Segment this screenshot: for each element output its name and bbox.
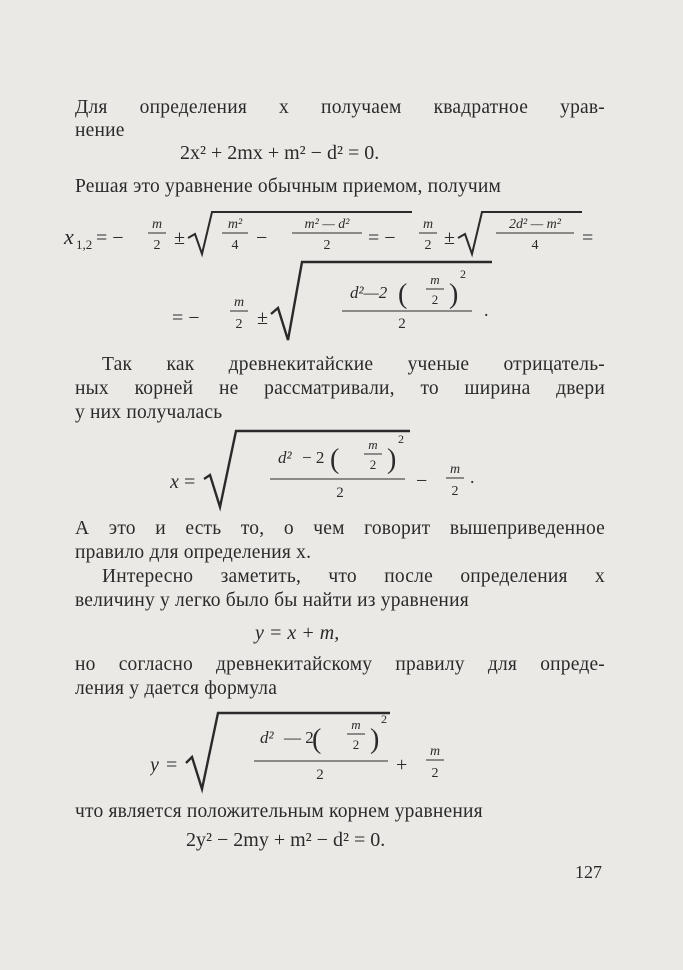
svg-text:2: 2 xyxy=(431,766,439,781)
subscript-1-2: 1,2 xyxy=(76,237,93,252)
svg-text:x: x xyxy=(170,471,179,493)
svg-text:2: 2 xyxy=(153,238,161,253)
svg-text:m: m xyxy=(368,437,378,452)
svg-text:− 2: − 2 xyxy=(302,448,325,467)
svg-text:2: 2 xyxy=(369,457,377,472)
svg-text:2: 2 xyxy=(431,292,439,307)
svg-text:(: ( xyxy=(398,279,408,310)
svg-text:±: ± xyxy=(257,307,268,329)
svg-text:±: ± xyxy=(174,227,185,249)
svg-text:2d² — m²: 2d² — m² xyxy=(509,217,561,232)
svg-text:(: ( xyxy=(312,724,322,755)
svg-text:): ) xyxy=(370,724,380,755)
svg-text:m: m xyxy=(422,217,434,232)
equation-x-width xyxy=(170,425,500,515)
paragraph-6-line-1: но согласно древнекитайскому правилу для опреде- xyxy=(75,654,605,675)
svg-text:= −: = − xyxy=(368,227,396,249)
paragraph-3-line-3: у них получалась xyxy=(75,402,223,423)
svg-text:): ) xyxy=(387,444,397,475)
svg-text:4: 4 xyxy=(531,238,539,253)
svg-text:m: m xyxy=(449,462,461,477)
svg-text:2: 2 xyxy=(316,767,324,783)
svg-text:m²: m² xyxy=(227,217,243,232)
svg-text:2: 2 xyxy=(235,317,243,332)
svg-text:m: m xyxy=(151,217,163,232)
svg-text:±: ± xyxy=(444,227,455,249)
svg-text:2: 2 xyxy=(451,484,459,499)
svg-text:−: − xyxy=(256,227,268,249)
equation-roots-formula xyxy=(62,200,622,350)
paragraph-5-line-2: величину y легко было бы найти из уравнения xyxy=(75,590,469,611)
paragraph-4-line-1: А это и есть то, о чем говорит вышеприведенное xyxy=(75,518,605,539)
svg-text:(: ( xyxy=(330,444,340,475)
svg-text:=: = xyxy=(582,227,594,249)
equation-y-formula xyxy=(150,705,480,797)
svg-text:+: + xyxy=(396,754,408,776)
svg-text:): ) xyxy=(449,279,459,310)
svg-text:y: y xyxy=(150,754,159,776)
svg-text:m: m xyxy=(233,295,245,310)
svg-text:m: m xyxy=(430,272,440,287)
x-symbol: x xyxy=(64,224,74,249)
svg-text:2: 2 xyxy=(398,432,404,446)
svg-text:d²—2: d²—2 xyxy=(350,283,388,302)
equation-y-sum: y = x + m, xyxy=(255,622,340,644)
svg-text:d²: d² xyxy=(278,448,292,467)
svg-text:— 2: — 2 xyxy=(284,728,314,747)
svg-text:=: = xyxy=(184,471,196,493)
paragraph-6-line-2: ления y дается формула xyxy=(75,678,278,699)
svg-text:2: 2 xyxy=(460,267,466,281)
paragraph-1-line-1: Для определения x получаем квадратное урав- xyxy=(75,97,605,118)
paragraph-7: что является положительным корнем уравнения xyxy=(75,801,483,822)
svg-text:d²: d² xyxy=(260,728,274,747)
paragraph-2: Решая это уравнение обычным приемом, получим xyxy=(75,176,502,197)
svg-text:m: m xyxy=(351,717,361,732)
paragraph-5-line-1: Интересно заметить, что после определения x xyxy=(102,566,605,587)
svg-text:2: 2 xyxy=(352,737,360,752)
svg-text:2: 2 xyxy=(336,485,344,501)
svg-text:.: . xyxy=(470,467,475,487)
svg-text:= −: = − xyxy=(96,227,124,249)
svg-text:−: − xyxy=(416,470,428,492)
svg-text:= −: = − xyxy=(172,307,200,329)
svg-text:m² — d²: m² — d² xyxy=(304,217,350,232)
svg-text:4: 4 xyxy=(231,238,239,253)
svg-text:2: 2 xyxy=(323,238,331,253)
svg-text:2: 2 xyxy=(424,238,432,253)
page-number: 127 xyxy=(575,862,602,882)
svg-text:=: = xyxy=(166,754,178,776)
svg-text:2: 2 xyxy=(398,316,406,332)
equation-quadratic-y: 2y² − 2my + m² − d² = 0. xyxy=(186,829,386,851)
svg-text:m: m xyxy=(429,744,441,759)
paragraph-3-line-2: ных корней не рассматривали, то ширина двери xyxy=(75,378,605,399)
paragraph-3-line-1: Так как древнекитайские ученые отрицатель- xyxy=(102,354,605,375)
paragraph-4-line-2: правило для определения x. xyxy=(75,542,312,563)
svg-text:.: . xyxy=(484,300,489,320)
svg-text:2: 2 xyxy=(381,712,387,726)
paragraph-1-line-2: нение xyxy=(75,120,125,141)
equation-quadratic-x: 2x² + 2mx + m² − d² = 0. xyxy=(180,142,380,164)
